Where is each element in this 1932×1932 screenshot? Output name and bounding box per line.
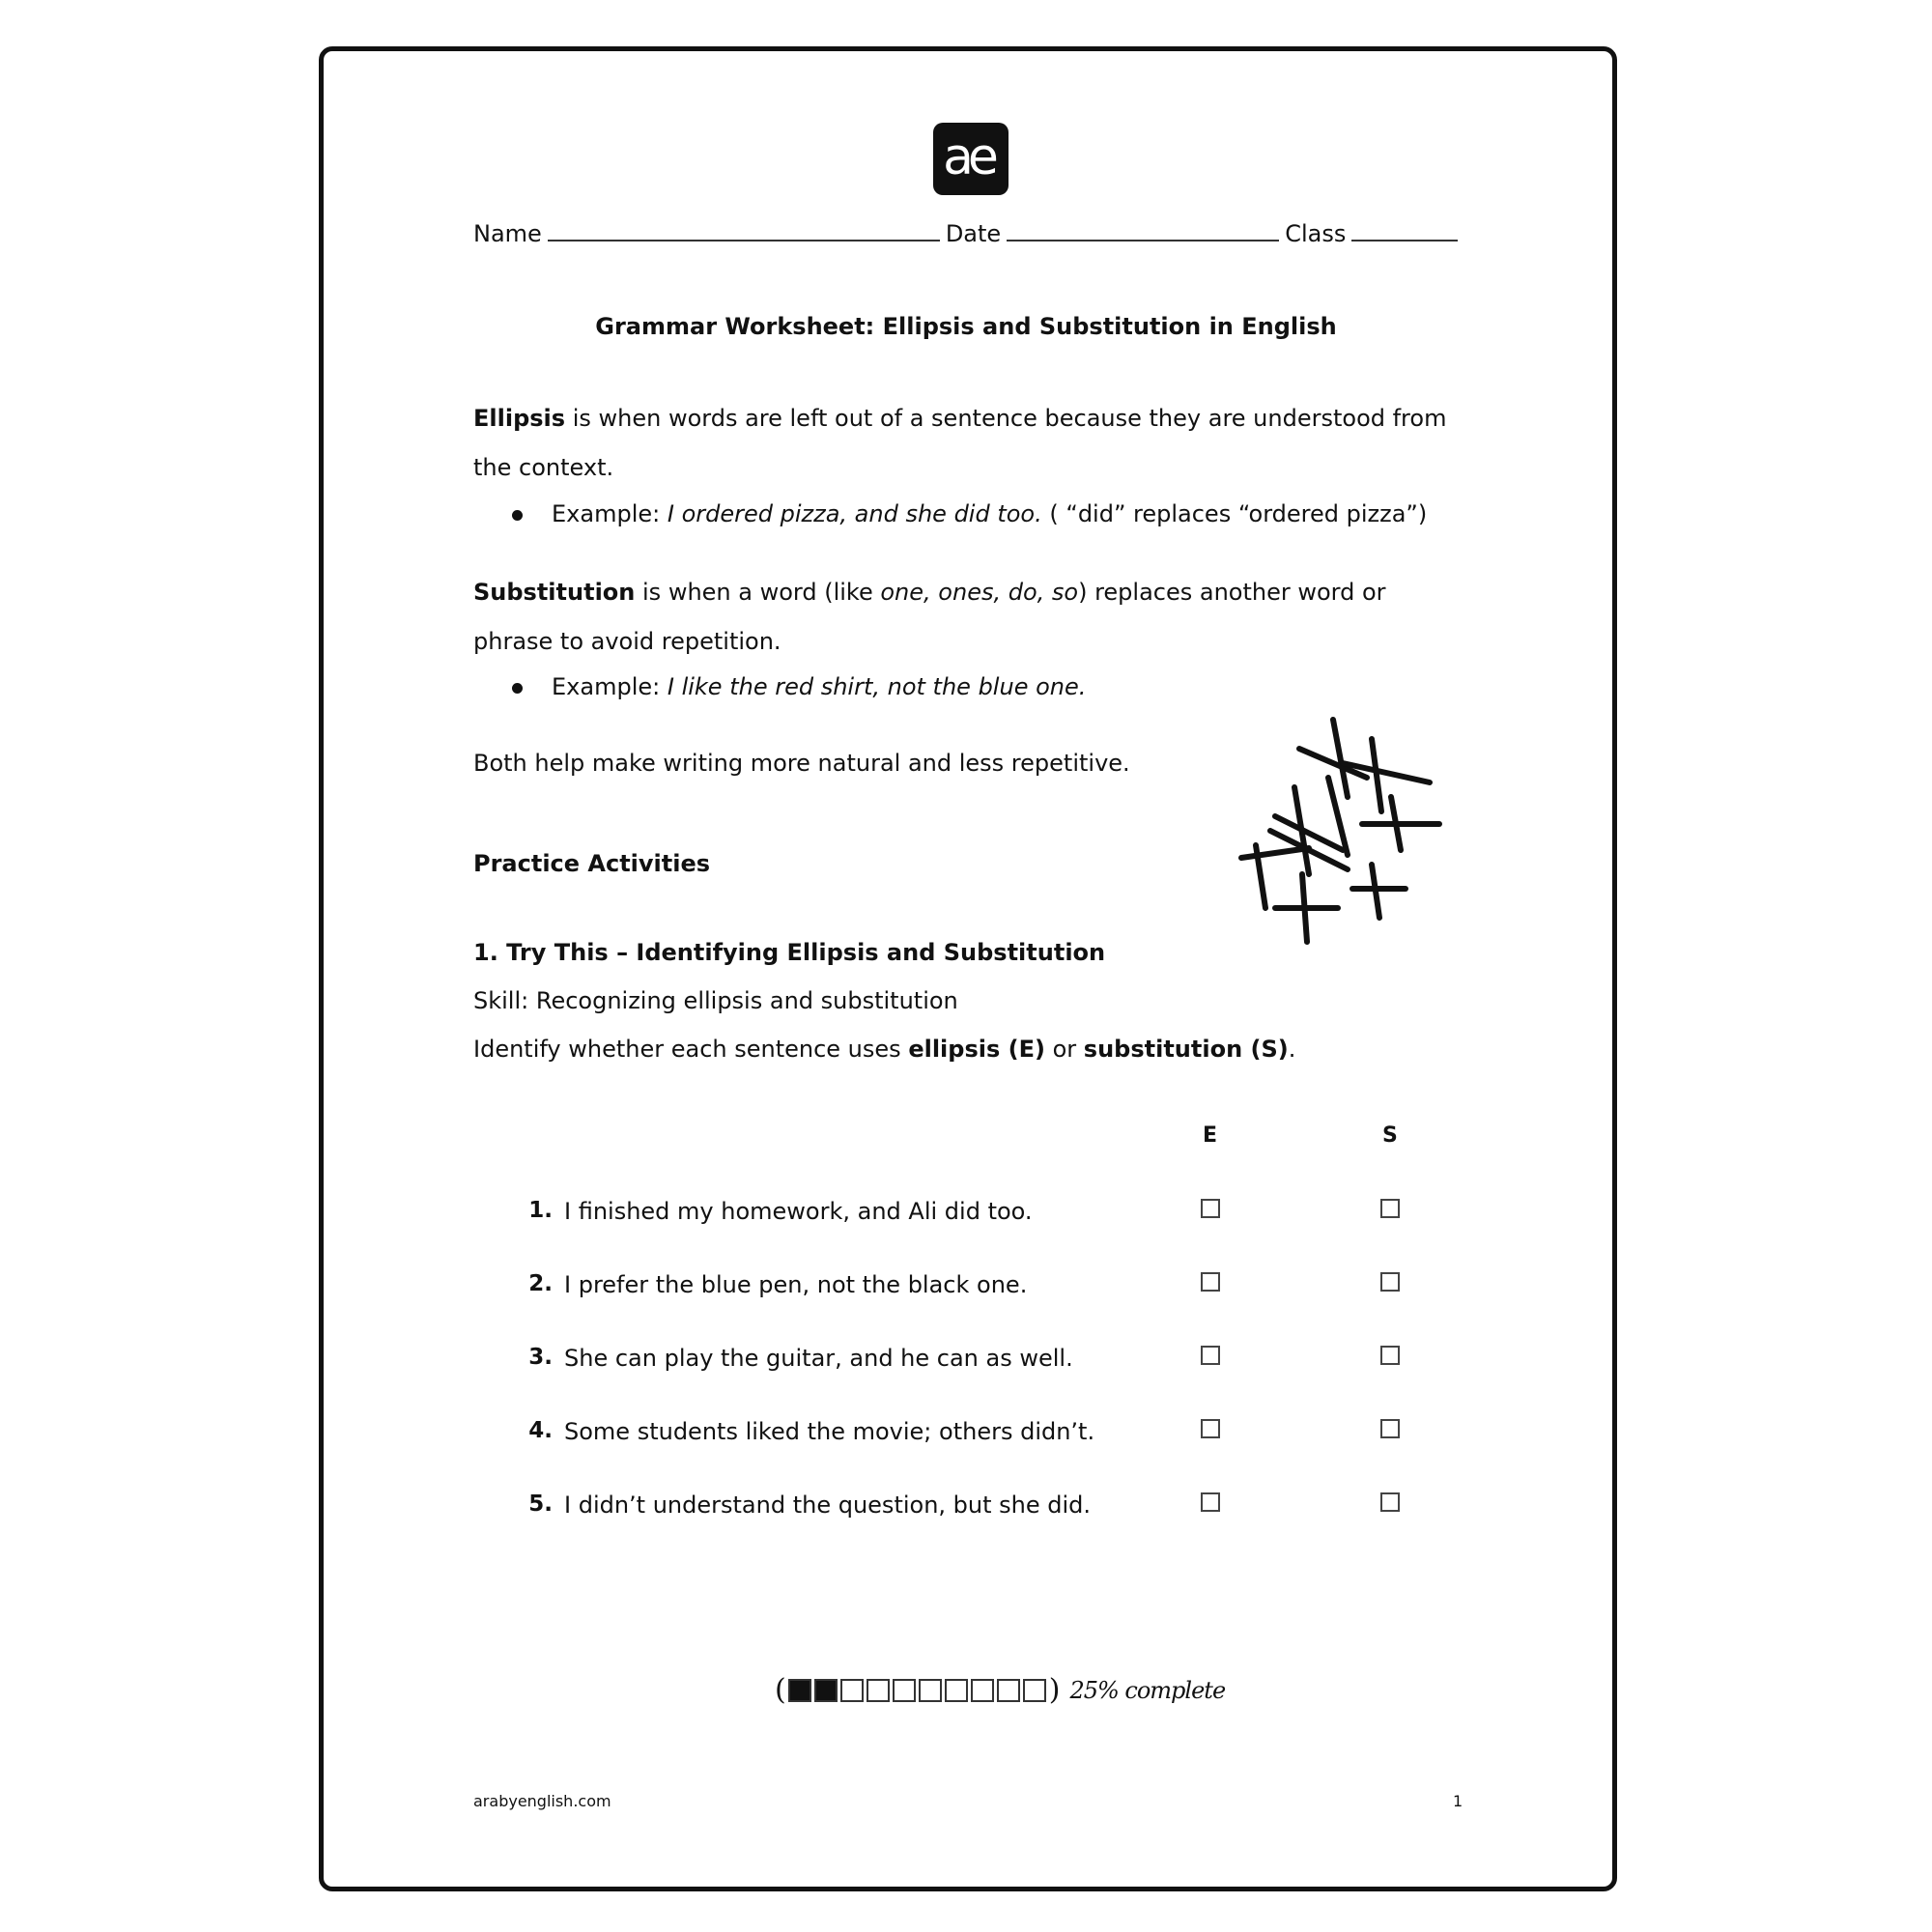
substitution-definition [473, 568, 1459, 667]
progress-cell-filled [788, 1679, 811, 1702]
item-1-e-checkbox[interactable] [1201, 1199, 1220, 1218]
item-number: 2. [528, 1271, 553, 1296]
summary-text: Both help make writing more natural and less repetitive. [473, 750, 1130, 777]
progress-open-bracket: ( [775, 1673, 786, 1707]
worksheet-title: Grammar Worksheet: Ellipsis and Substitution in English [595, 313, 1337, 340]
column-header-e: E [1203, 1123, 1218, 1148]
item-4-s-checkbox[interactable] [1380, 1419, 1400, 1438]
class-label: Class [1285, 220, 1347, 247]
item-number: 4. [528, 1418, 553, 1443]
name-label: Name [473, 220, 542, 247]
page-number: 1 [1453, 1792, 1463, 1810]
item-3-s-checkbox[interactable] [1380, 1346, 1400, 1365]
item-1-s-checkbox[interactable] [1380, 1199, 1400, 1218]
item-5-s-checkbox[interactable] [1380, 1492, 1400, 1512]
activity-instruction [473, 1036, 1295, 1063]
header-fields [473, 216, 1463, 247]
progress-cell-empty [971, 1679, 994, 1702]
activity-title: 1. Try This – Identifying Ellipsis and Substitution [473, 939, 1106, 966]
progress-cell-filled [814, 1679, 838, 1702]
bullet-icon [512, 683, 523, 694]
ellipsis-example-label: Example: [552, 500, 661, 527]
progress-cell-empty [945, 1679, 968, 1702]
bullet-icon [512, 510, 523, 521]
item-text: I prefer the blue pen, not the black one. [564, 1271, 1028, 1298]
ellipsis-definition-text: is when words are left out of a sentence because they are understood from the context. [473, 405, 1447, 481]
footer-site: arabyenglish.com [473, 1792, 611, 1810]
item-2-s-checkbox[interactable] [1380, 1272, 1400, 1292]
item-text: I didn’t understand the question, but she did. [564, 1492, 1092, 1519]
item-text: Some students liked the movie; others didn’t. [564, 1418, 1095, 1445]
instruction-substitution: substitution (S) [1083, 1036, 1289, 1063]
instruction-start: Identify whether each sentence uses [473, 1036, 901, 1063]
item-5-e-checkbox[interactable] [1201, 1492, 1220, 1512]
date-field[interactable] [1007, 216, 1279, 242]
substitution-definition-end: ) replaces another word or phrase to avoid repetition. [473, 579, 1386, 655]
progress-indicator [775, 1673, 1226, 1707]
progress-cell-empty [867, 1679, 890, 1702]
substitution-example-label: Example: [552, 673, 661, 700]
ellipsis-definition [473, 394, 1459, 493]
item-text: She can play the guitar, and he can as well. [564, 1345, 1073, 1372]
scribble-drawing [1236, 710, 1459, 956]
item-number: 5. [528, 1492, 553, 1517]
progress-label: 25% complete [1069, 1677, 1226, 1704]
substitution-term: Substitution [473, 579, 636, 606]
substitution-definition-start: is when a word (like [642, 579, 873, 606]
item-3-e-checkbox[interactable] [1201, 1346, 1220, 1365]
date-label: Date [945, 220, 1002, 247]
instruction-ellipsis: ellipsis (E) [908, 1036, 1045, 1063]
substitution-example [512, 673, 1086, 700]
progress-close-bracket: ) [1048, 1673, 1061, 1707]
instruction-or: or [1052, 1036, 1077, 1063]
column-header-s: S [1382, 1123, 1398, 1148]
progress-cell-empty [840, 1679, 864, 1702]
progress-cell-empty [997, 1679, 1020, 1702]
substitution-words: one, ones, do, so [880, 579, 1079, 606]
substitution-example-text: I like the red shirt, not the blue one. [667, 673, 1087, 700]
logo [933, 123, 1009, 195]
name-field[interactable] [548, 216, 940, 242]
ellipsis-example [512, 500, 1427, 527]
activity-skill: Skill: Recognizing ellipsis and substitution [473, 987, 958, 1014]
class-field[interactable] [1351, 216, 1458, 242]
item-2-e-checkbox[interactable] [1201, 1272, 1220, 1292]
item-text: I finished my homework, and Ali did too. [564, 1198, 1033, 1225]
ellipsis-example-text: I ordered pizza, and she did too. [667, 500, 1042, 527]
progress-cell-empty [893, 1679, 916, 1702]
practice-heading: Practice Activities [473, 850, 711, 877]
instruction-end: . [1288, 1036, 1296, 1063]
ellipsis-term: Ellipsis [473, 405, 566, 432]
progress-cells [788, 1679, 1049, 1702]
logo-text: ae [943, 128, 993, 186]
item-4-e-checkbox[interactable] [1201, 1419, 1220, 1438]
progress-cell-empty [919, 1679, 942, 1702]
item-number: 1. [528, 1198, 553, 1223]
progress-cell-empty [1023, 1679, 1046, 1702]
item-number: 3. [528, 1345, 553, 1370]
ellipsis-example-note: ( “did” replaces “ordered pizza”) [1049, 500, 1428, 527]
